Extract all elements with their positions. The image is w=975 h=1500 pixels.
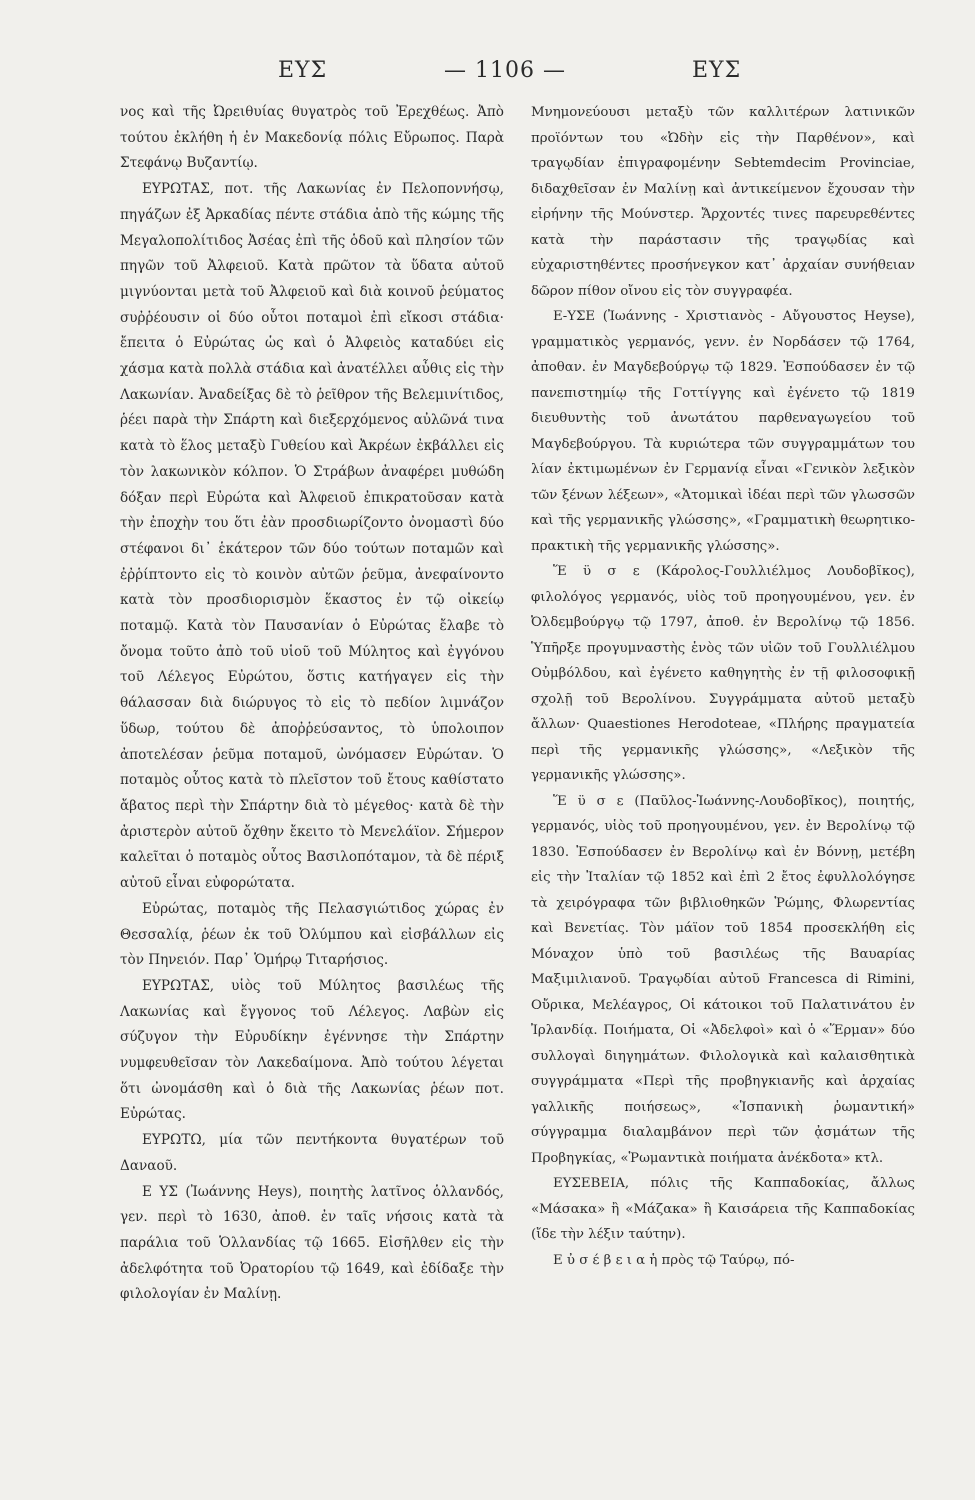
paragraph: ΕΥΡΩΤΑΣ, υἱὸς τοῦ Μύλητος βασιλέως τῆς Λακωνίας καὶ ἔγγονος τοῦ Λέλεγος. Λαβὼν εἰς σύζυγον τὴν Εὐρυδίκην ἐγέννησε τὴν Σπάρτην νυμφευθεῖσαν τὸν Λακεδαίμονα. Ἀπὸ τούτου λέγεται ὅτι ὠνομάσθη καὶ ὁ διὰ τῆς Λακωνίας ῥέων ποτ. Εὐρώτας. (120, 977, 504, 1123)
paragraph: Ε-ΥΣΕ (Ἰωάννης - Χριστιανὸς - Αὔγουστος Heyse), γραμματικὸς γερμανός, γενν. ἐν Νορδάσεν τῷ 1764, ἀποθαν. ἐν Μαγδεβούργῳ τῷ 1829. Ἐσπούδασεν ἐν τῷ πανεπιστημίῳ τῆς Γοττίγγης καὶ ἐγένετο τῷ 1819 διευθυντὴς τοῦ ἀνωτάτου παρθεναγωγείου τοῦ Μαγδεβούργου. Τὰ κυριώτερα τῶν συγγραμμάτων του λίαν ἐκτιμωμένων ἐν Γερμανίᾳ εἶναι «Γενικὸν λεξικὸν τῶν ξένων λέξεων», «Ἀτομικαὶ ἰδέαι περὶ τῶν γλωσσῶν καὶ τῆς γερμανικῆς γλώσσης», «Γραμματικὴ θεωρητικο-πρακτικὴ τῆς γερμανικῆς γλώσσης». (531, 309, 915, 554)
page-number: — 1106 — (444, 58, 566, 83)
paragraph: ΕΥΣΕΒΕΙΑ, πόλις τῆς Καππαδοκίας, ἄλλως «Μάσακα» ἢ «Μάζακα» ἢ Καισάρεια τῆς Καππαδοκίας (ἴδε τὴν λέξιν ταύτην). (531, 1176, 915, 1242)
paragraph: Ἕ ϋ σ ε (Παῦλος-Ἰωάννης-Λουδοβῖκος), ποιητής, γερμανός, υἱὸς τοῦ προηγουμένου, γεν. ἐν Βερολίνῳ τῷ 1830. Ἐσπούδασεν ἐν Βερολίνῳ καὶ ἐν Βόννῃ, μετέβη εἰς τὴν Ἰταλίαν τῷ 1852 καὶ ἐπὶ 2 ἔτος ἐφυλλολόγησε τὰ χειρόγραφα τῶν βιβλιοθηκῶν Ῥώμης, Φλωρεντίας καὶ Βενετίας. Τὸν μάϊον τοῦ 1854 προσεκλήθη εἰς Μόναχον ὑπὸ τοῦ βασιλέως τῆς Βαυαρίας Μαξιμιλιανοῦ. Τραγῳδίαι αὐτοῦ Francesca di Rimini, Οὔρικα, Μελέαγρος, Οἱ κάτοικοι τοῦ Παλατινάτου ἐν Ἰρλανδίᾳ. Ποιήματα, Οἱ «Ἀδελφοὶ» καὶ ὁ «Ἕρμαν» δύο συλλογαὶ διηγημάτων. Φιλολογικὰ καὶ καλαισθητικὰ συγγράμματα «Περὶ τῆς προβηγκιανῆς καὶ ἀρχαίας γαλλικῆς ποιήσεως», «Ἱσπανικὴ ῥωμαντική» σύγγραμμα διαλαμβάνον περὶ τῶν ᾀσμάτων τῆς Προβηγκίας, «Ῥωμαντικὰ ποιήματα ἀνέκδοτα» κτλ. (531, 793, 915, 1166)
header-left-word: ΕΥΣ (278, 58, 328, 83)
paragraph: ΕΥΡΩΤΩ, μία τῶν πεντήκοντα θυγατέρων τοῦ Δαναοῦ. (120, 1132, 504, 1174)
running-header (120, 58, 840, 94)
right-column (531, 100, 915, 1273)
paragraph: Ε ὐ σ έ β ε ι α ἡ πρὸς τῷ Ταύρῳ, πό- (553, 1252, 795, 1268)
paragraph: Εὐρώτας, ποταμὸς τῆς Πελασγιώτιδος χώρας ἐν Θεσσαλίᾳ, ῥέων ἐκ τοῦ Ὀλύμπου καὶ εἰσβάλλων εἰς τὸν Πηνειόν. Παρ᾽ Ὁμήρῳ Τιταρήσιος. (120, 900, 504, 969)
left-column (120, 100, 504, 1308)
paragraph: Ε ΥΣ (Ἰωάννης Heys), ποιητὴς λατῖνος ὁλλανδός, γεν. περὶ τὸ 1630, ἀποθ. ἐν ταῖς νήσοις κατὰ τὰ παράλια τοῦ Ὁλλανδίας τῷ 1665. Εἰσῆλθεν εἰς τὴν ἀδελφότητα τοῦ Ὀρατορίου τῷ 1649, καὶ ἐδίδαξε τὴν φιλολογίαν ἐν Μαλίνῃ. (120, 1183, 504, 1303)
paragraph: ΕΥΡΩΤΑΣ, ποτ. τῆς Λακωνίας ἐν Πελοποννήσῳ, πηγάζων ἐξ Ἀρκαδίας πέντε στάδια ἀπὸ τῆς κώμης τῆς Μεγαλοπολίτιδος Ἀσέας ἐπὶ τῆς ὁδοῦ καὶ πλησίον τῶν πηγῶν τοῦ Ἀλφειοῦ. Κατὰ πρῶτον τὰ ὕδατα αὐτοῦ μιγνύονται μετὰ τοῦ Ἀλφειοῦ καὶ διὰ κοινοῦ ῥεύματος συῤῥέουσιν οἱ δύο οὗτοι ποταμοὶ ἐπὶ εἴκοσι στάδια· ἔπειτα ὁ Εὐρώτας ὡς καὶ ὁ Ἀλφειὸς καταδύει εἰς χάσμα κατὰ πολλὰ στάδια καὶ ἀνατέλλει αὖθις εἰς τὴν Λακωνίαν. Ἀναδείξας δὲ τὸ ῥεῖθρον τῆς Βελεμινίτιδος, ῥέει παρὰ τὴν Σπάρτη καὶ διεξερχόμενος αὐλῶνά τινα κατὰ τὸ ἕλος μεταξὺ Γυθείου καὶ Ἀκρέων ἐκβάλλει εἰς τὸν λακωνικὸν κόλπον. Ὁ Στράβων ἀναφέρει μυθώδη δόξαν περὶ Εὐρώτα καὶ Ἀλφειοῦ ἐπικρατοῦσαν κατὰ τὴν ἐποχὴν του ὅτι ἐὰν προσδιωρίζοντο ὀνομαστὶ δύο στέφανοι δι᾽ ἑκάτερον τῶν δύο τούτων ποταμῶν καὶ ἐῤῥίπτοντο εἰς τὸ κοινὸν αὐτῶν ῥεῦμα, ἀνεφαίνοντο κατὰ τὸν προσδιορισμὸν ἕκαστος ἐν τῷ οἰκείῳ ποταμῷ. Κατὰ τὸν Παυσανίαν ὁ Εὐρώτας ἔλαβε τὸ ὄνομα τοῦτο ἀπὸ τοῦ υἱοῦ τοῦ Μύλητος καὶ ἐγγόνου τοῦ Λέλεγος Εὐρώτου, ὅστις κατήγαγεν εἰς τὴν θάλασσαν διὰ διώρυγος τὸ εἰς τὸ πεδίον λιμνάζον ὕδωρ, τούτου δὲ ἀποῤῥεύσαντος, τὸ ὑπολοιπον ἀποτελέσαν ῥεῦμα ποταμοῦ, ὠνόμασεν Εὐρώταν. Ὁ ποταμὸς οὗτος κατὰ τὸ πλεῖστον τοῦ ἔτους καθίστατο ἄβατος περὶ τὴν Σπάρτην διὰ τὸ μέγεθος· κατὰ δὲ τὴν ἀριστερὸν αὐτοῦ ὄχθην ἔκειτο τὸ Μενελάϊον. Σήμερον καλεῖται ὁ ποταμὸς οὗτος Βασιλοπόταμον, τὰ δὲ πέριξ αὐτοῦ εἶναι εὐφορώτατα. (120, 181, 504, 892)
header-right-word: ΕΥΣ (692, 58, 742, 83)
paragraph: Ἕ ϋ σ ε (Κάρολος-Γουλλιέλμος Λουδοβῖκος), φιλολόγος γερμανός, υἱὸς τοῦ προηγουμένου, γεν. ἐν Ὀλδεμβούργῳ τῷ 1797, ἀποθ. ἐν Βερολίνῳ τῷ 1856. Ὑπῆρξε προγυμναστὴς ἑνὸς τῶν υἱῶν τοῦ Γουλλιέλμου Οὐμβόλδου, καὶ ἐγένετο καθηγητὴς ἐν τῇ φιλοσοφικῇ σχολῇ τοῦ Βερολίνου. Συγγράμματα αὐτοῦ μεταξὺ ἄλλων· Quaestiones Herodoteae, «Πλήρης πραγματεία περὶ τῆς γερμανικῆς γλώσσης», «Λεξικὸν τῆς γερμανικῆς γλώσσης». (531, 564, 915, 783)
paragraph: νος καὶ τῆς Ὠρειθυίας θυγατρὸς τοῦ Ἐρεχθέως. Ἀπὸ τούτου ἐκλήθη ἡ ἐν Μακεδονίᾳ πόλις Εὔρωπος. Παρὰ Στεφάνῳ Βυζαντίῳ. (120, 104, 504, 172)
paragraph: Μνημονεύουσι μεταξὺ τῶν καλλιτέρων λατινικῶν προϊόντων του «Ὠδὴν εἰς τὴν Παρθένον», καὶ τραγῳδίαν ἐπιγραφομένην Sebtemdecim Provinciae, διδαχθεῖσαν ἐν Μαλίνῃ καὶ ἀντικείμενον ἔχουσαν τὴν εἰρήνην τῆς Μούνστερ. Ἄρχοντές τινες παρευρεθέντες κατὰ τὴν παράστασιν τῆς τραγῳδίας καὶ εὐχαριστηθέντες προσήνεγκον κατ᾽ ἀρχαίαν συνήθειαν δῶρον πίθον οἴνου εἰς τὸν συγγραφέα. (531, 105, 915, 299)
